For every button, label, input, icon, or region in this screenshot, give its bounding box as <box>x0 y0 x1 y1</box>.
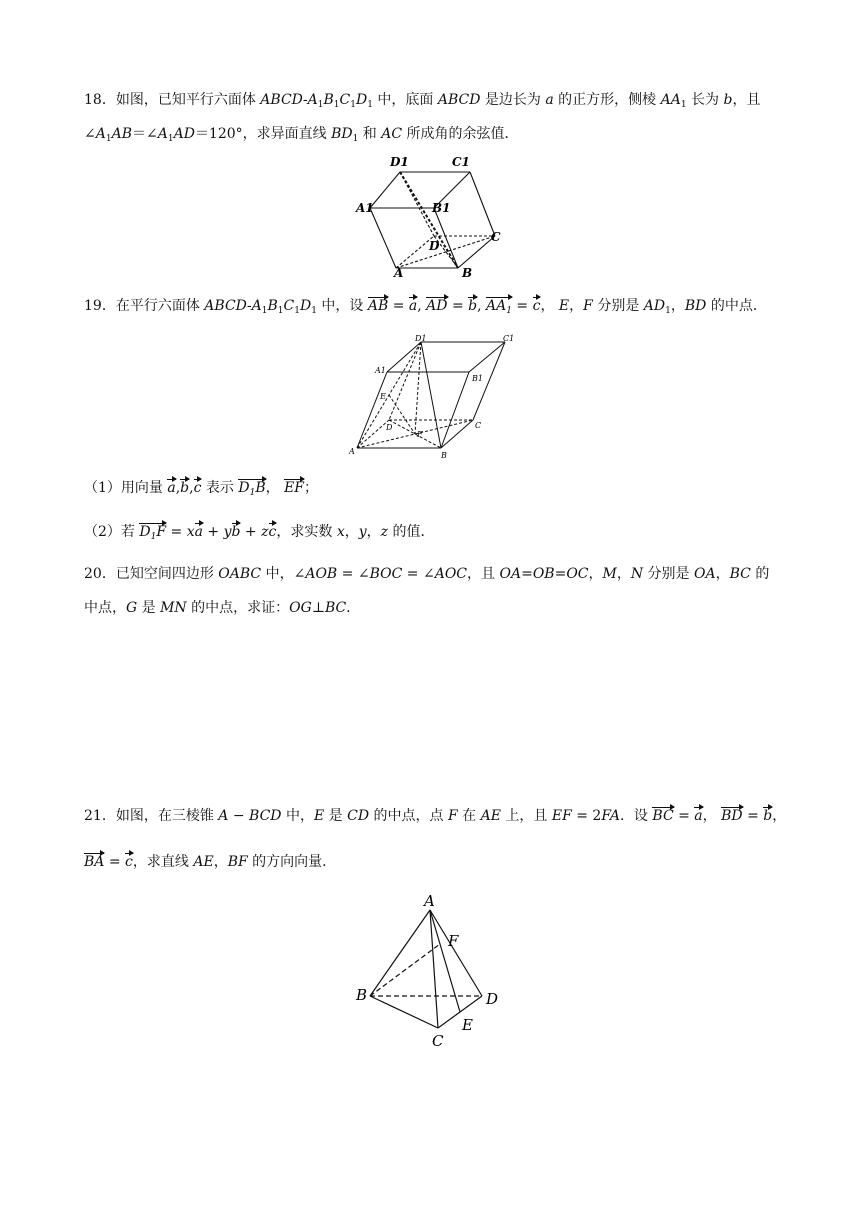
label-A1: A1 <box>356 201 374 215</box>
label-F: F <box>448 932 459 950</box>
label-C1: C1 <box>503 334 515 343</box>
problem-number: 19． <box>84 298 116 314</box>
label-E: E <box>380 392 386 401</box>
label-B: B <box>462 266 473 280</box>
label-A1: A1 <box>375 366 386 375</box>
label-C: C <box>491 230 501 244</box>
label-D: D <box>486 990 499 1008</box>
figure-tetrahedron-21 <box>350 892 510 1052</box>
problem-19-line1: 19．在平行六面体 ABCD-$A_1B_1C_1D_1$ 中，设 AB = a, AD = b, $AA_1 = c$， E，F 分别是 $AD_1$，BD 的中点． <box>84 296 767 321</box>
problem-21-line2: BA = c，求直线 AE，BF 的方向向量． <box>84 854 337 870</box>
label-D1: D1 <box>390 155 409 169</box>
label-A: A <box>349 447 355 456</box>
problem-21-line1: 21．如图，在三棱锥 A − BCD 中，E 是 CD 的中点，点 F 在 AE 上，且 EF = 2FA．设 BC = a， BD = b， <box>84 808 787 824</box>
label-C: C <box>475 421 482 430</box>
label-D1: D1 <box>415 334 427 343</box>
figure-parallelepiped-19 <box>345 332 525 462</box>
label-A: A <box>394 266 404 280</box>
problem-20-line2: 中点，G 是 MN 的中点，求证：OG⊥BC． <box>84 600 361 616</box>
label-B1: B1 <box>472 374 483 383</box>
label-D: D <box>386 423 393 432</box>
label-A: A <box>424 892 435 910</box>
problem-18-line1: 18．如图，已知平行六面体 ABCD-$A_1B_1C_1D_1$ 中，底面 ABCD 是边长为 a 的正方形，侧棱 $AA_1$ 长为 b，且 <box>84 92 761 110</box>
problem-20-line1: 20．已知空间四边形 OABC 中，∠AOB = ∠BOC = ∠AOC，且 OA=OB=OC，M，N 分别是 OA，BC 的 <box>84 566 770 582</box>
label-C: C <box>432 1032 444 1050</box>
label-F: F <box>417 430 423 439</box>
problem-number: 20． <box>84 566 116 582</box>
problem-19-part2: （2）若 $D_1F$ = xa + yb + zc，求实数 x，y，z 的值． <box>84 522 434 547</box>
label-B: B <box>441 451 447 460</box>
problem-number: 21． <box>84 808 116 824</box>
problem-19-part1: （1）用向量 a,b,c 表示 $D_1B$， EF； <box>84 478 318 503</box>
label-C1: C1 <box>452 155 470 169</box>
label-E: E <box>462 1016 473 1034</box>
label-B: B <box>356 986 368 1004</box>
figure-parallelepiped-18 <box>350 150 510 280</box>
problem-number: 18． <box>84 92 116 108</box>
problem-18-line2: $\angle A_1AB=\angle A_1AD=120^\circ$，求异面直线 $BD_1$ 和 AC 所成角的余弦值． <box>84 126 519 144</box>
label-D: D <box>429 239 440 253</box>
label-B1: B1 <box>432 201 451 215</box>
